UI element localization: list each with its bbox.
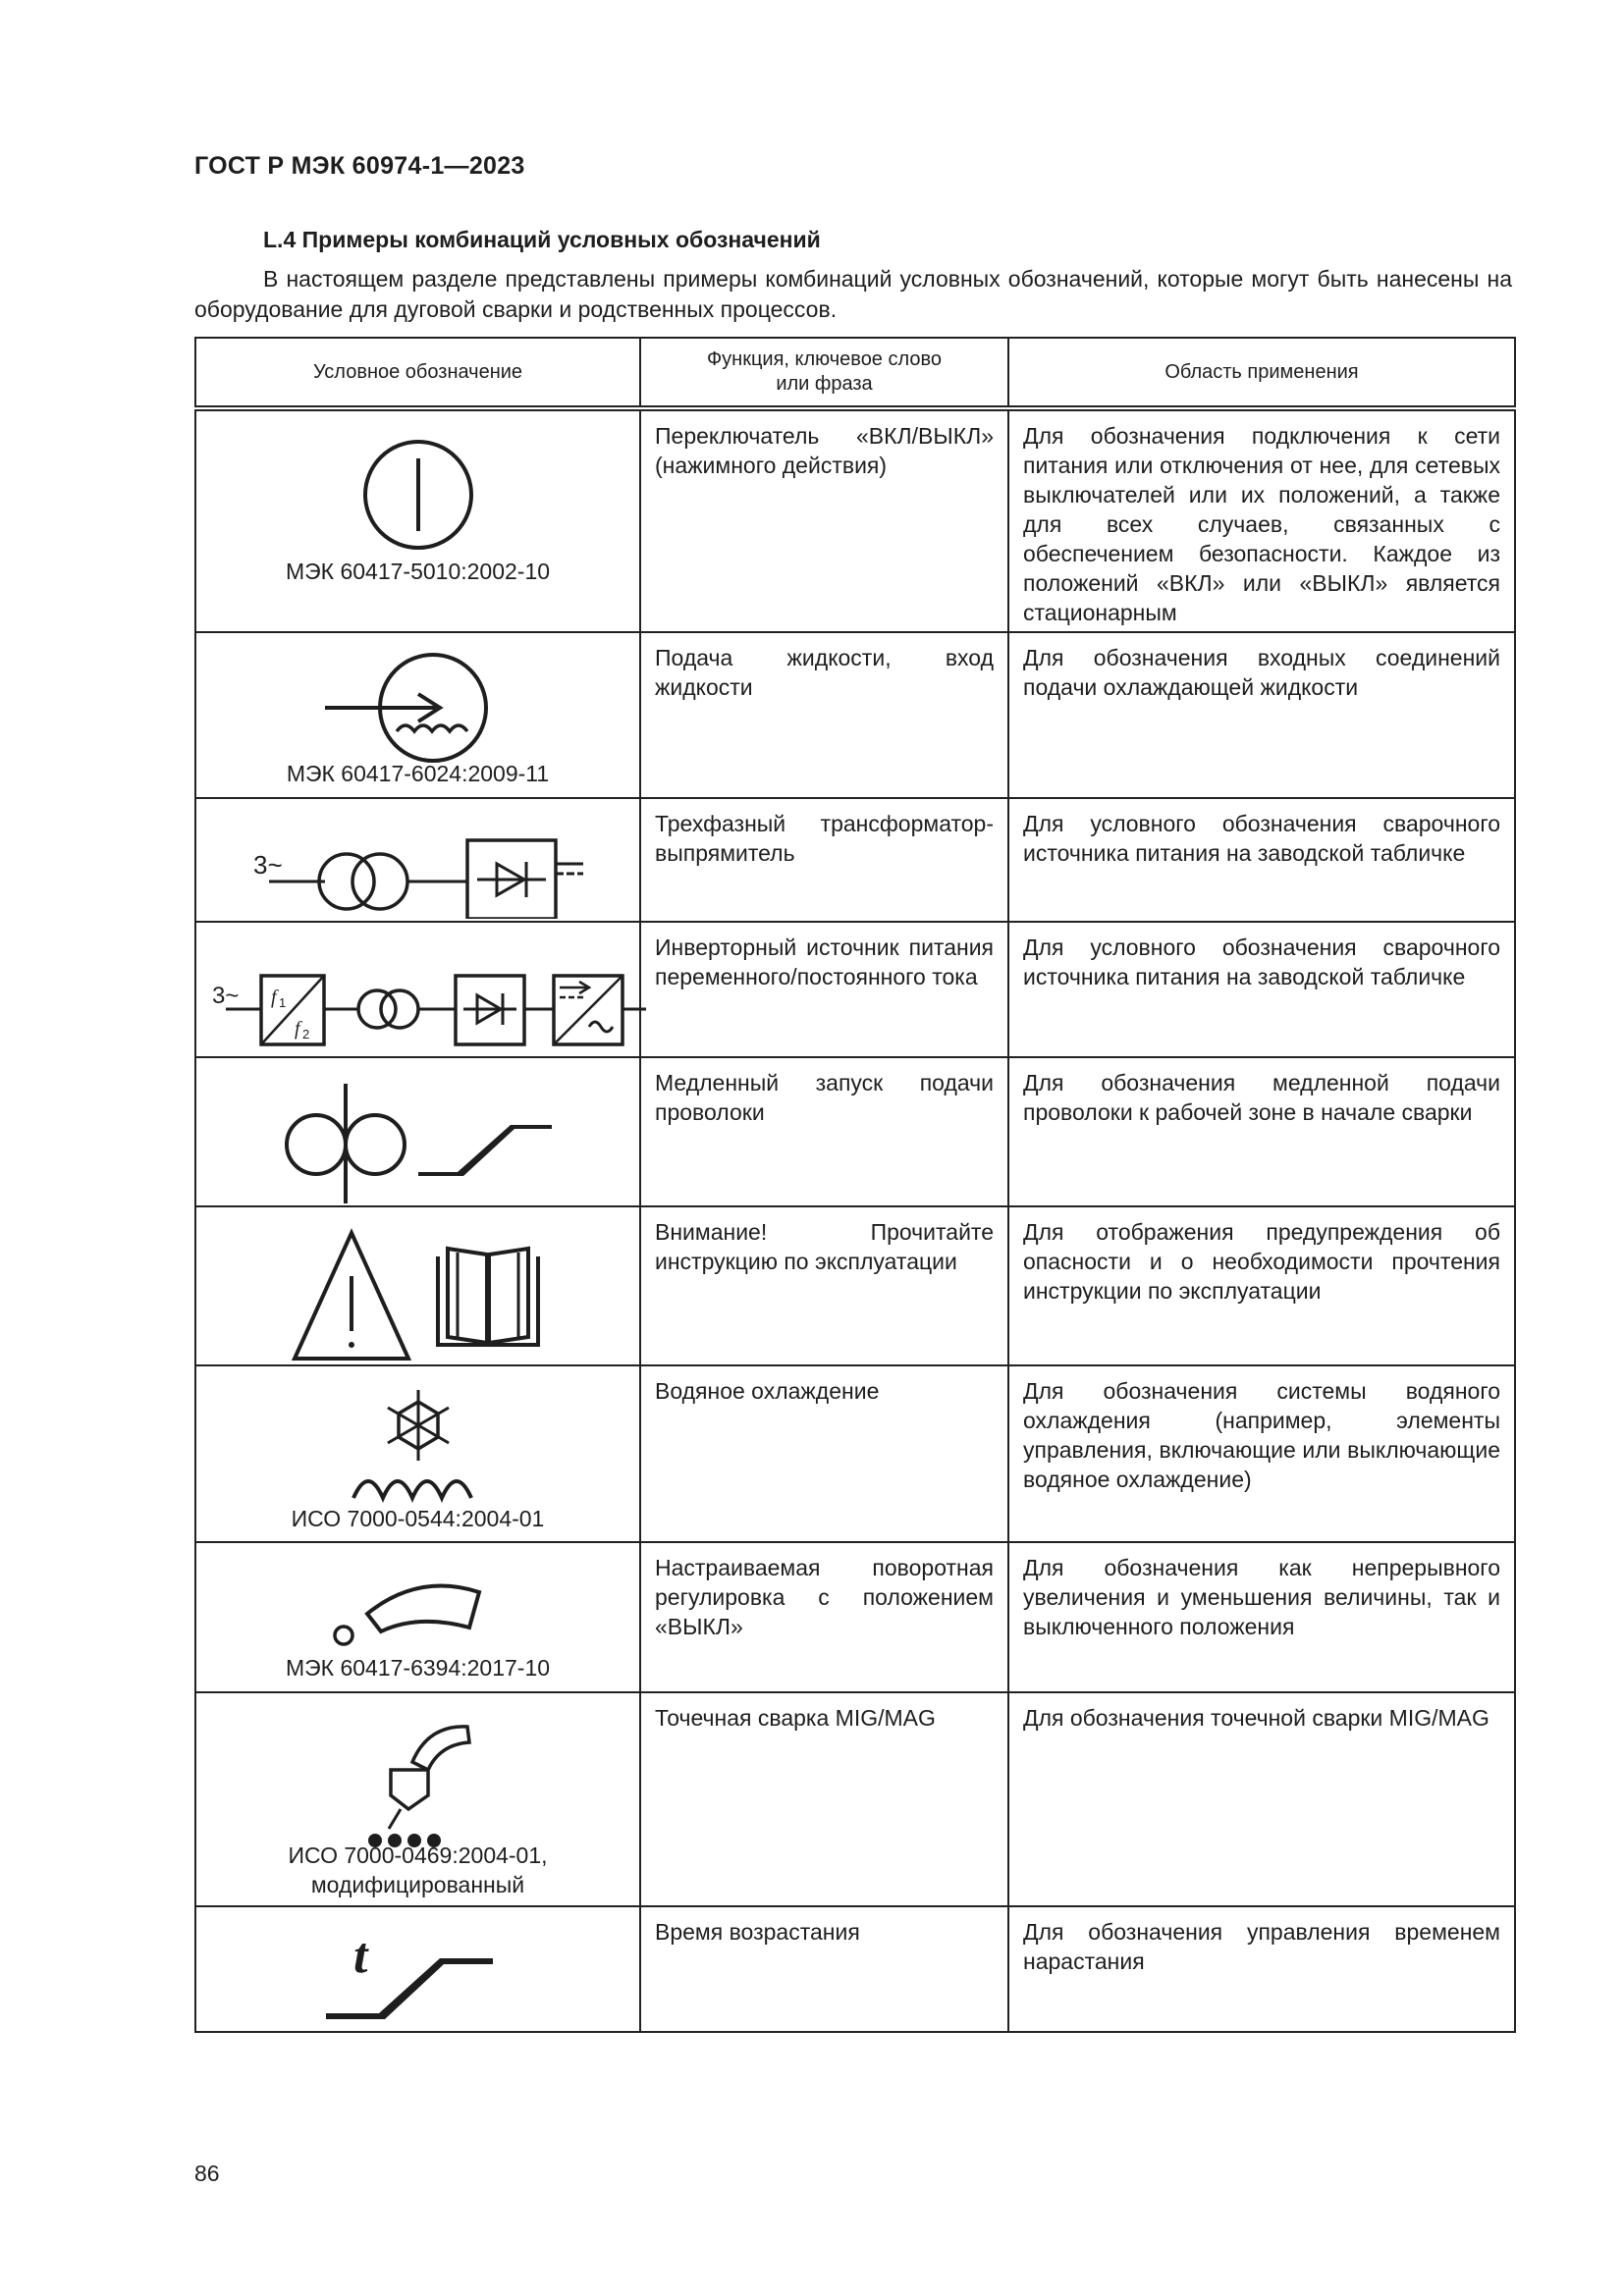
application-cell: Для обозначения как непрерывного увеличения и уменьшения величины, так и выключенного положения [1008,1542,1515,1692]
table-row [195,1542,1515,1692]
rotary-adjust-off-icon [320,1563,516,1661]
function-cell: Точечная сварка MIG/MAG [640,1692,1008,1906]
water-cooling-icon [340,1388,497,1506]
symbol-cell [195,1365,640,1542]
inverter-power-source-icon [210,944,648,1052]
symbol-cell [195,632,640,798]
symbol-cell [195,1206,640,1365]
svg-text:2: 2 [302,1027,310,1041]
table-row [195,1692,1515,1906]
svg-text:f: f [295,1018,300,1040]
function-cell: Трехфазный трансформатор-выпрямитель [640,798,1008,922]
function-cell: Медленный запуск подачи проволоки [640,1057,1008,1206]
application-cell: Для условного обозначения сварочного источника питания на заводской табличке [1008,922,1515,1057]
application-cell: Для условного обозначения сварочного источника питания на заводской табличке [1008,798,1515,922]
mig-spot-welding-icon [330,1711,507,1848]
standard-code: МЭК 60417-6394:2017-10 [285,1655,551,1681]
table-header-row [195,338,1515,408]
application-cell: Для обозначения входных соединений подачи охлаждающей жидкости [1008,632,1515,798]
application-cell: Для обозначения точечной сварки MIG/MAG [1008,1692,1515,1906]
symbol-cell [195,1542,640,1692]
function-cell: Подача жидкости, вход жидкости [640,632,1008,798]
symbol-cell [195,1692,640,1906]
time-label: t [352,1928,367,1984]
function-cell: Водяное охлаждение [640,1365,1008,1542]
function-cell: Внимание! Прочитайте инструкцию по эксплуатации [640,1206,1008,1365]
table-row [195,922,1515,1057]
phase-label: 3~ [252,850,283,880]
application-cell: Для обозначения медленной подачи проволоки к рабочей зоне в начале сварки [1008,1057,1515,1206]
standard-code: ИСО 7000-0544:2004-01 [291,1506,545,1531]
application-cell: Для отображения предупреждения об опасности и о необходимости прочтения инструкции по эксплуатации [1008,1206,1515,1365]
standard-code: МЭК 60417-6024:2009-11 [286,761,550,786]
phase-label: 3~ [212,983,240,1009]
symbol-cell [195,408,640,632]
column-header-application: Область применения [1008,338,1515,408]
page-number: 86 [194,2161,220,2186]
table-row [195,1206,1515,1365]
function-cell: Настраиваемая поворотная регулировка с положением «ВЫКЛ» [640,1542,1008,1692]
symbol-cell [195,798,640,922]
table-row [195,1365,1515,1542]
section-intro: В настоящем разделе представлены примеры комбинаций условных обозначений, которые могут быть нанесены на оборудование для дуговой сварки и родственных процессов. [194,266,1512,322]
document-header: ГОСТ Р МЭК 60974-1—2023 [194,152,525,180]
standard-code: МЭК 60417-5010:2002-10 [285,559,551,584]
transformer-rectifier-icon [251,821,585,919]
liquid-inlet-icon [320,649,516,767]
symbol-cell [195,1906,640,2032]
function-cell: Инверторный источник питания переменного/постоянного тока [640,922,1008,1057]
table-row [195,408,1515,632]
power-switch-icon [340,431,497,559]
standard-code: ИСО 7000-0469:2004-01, модифицированный [288,1842,548,1897]
function-cell: Переключатель «ВКЛ/ВЫКЛ» (нажимного действия) [640,408,1008,632]
section-title: L.4 Примеры комбинаций условных обозначений [263,227,821,252]
column-header-function-text: Функция, ключевое слово или фраза [706,348,943,395]
application-cell: Для обозначения подключения к сети питания или отключения от нее, для сетевых выключателей или их положений, а также для всех случаев, связанных с обеспечением безопасности. Каждое из положений «ВКЛ» или «ВЫКЛ» является стационарным [1008,408,1515,632]
warning-read-manual-icon [291,1227,546,1364]
rise-time-icon [320,1923,516,2031]
table-row [195,1906,1515,2032]
symbol-cell [195,1057,640,1206]
table-row [195,632,1515,798]
application-cell: Для обозначения управления временем нарастания [1008,1906,1515,2032]
table-row [195,1057,1515,1206]
application-cell: Для обозначения системы водяного охлаждения (например, элементы управления, включающие или выключающие водяное охлаждение) [1008,1365,1515,1542]
function-cell: Время возрастания [640,1906,1008,2032]
table-row [195,798,1515,922]
column-header-symbol: Условное обозначение [195,338,640,408]
svg-text:f: f [271,987,277,1008]
column-header-function [640,338,1008,408]
slow-wire-feed-icon [271,1078,566,1205]
symbol-cell [195,922,640,1057]
symbols-table [194,337,1516,2033]
svg-text:1: 1 [279,995,287,1010]
